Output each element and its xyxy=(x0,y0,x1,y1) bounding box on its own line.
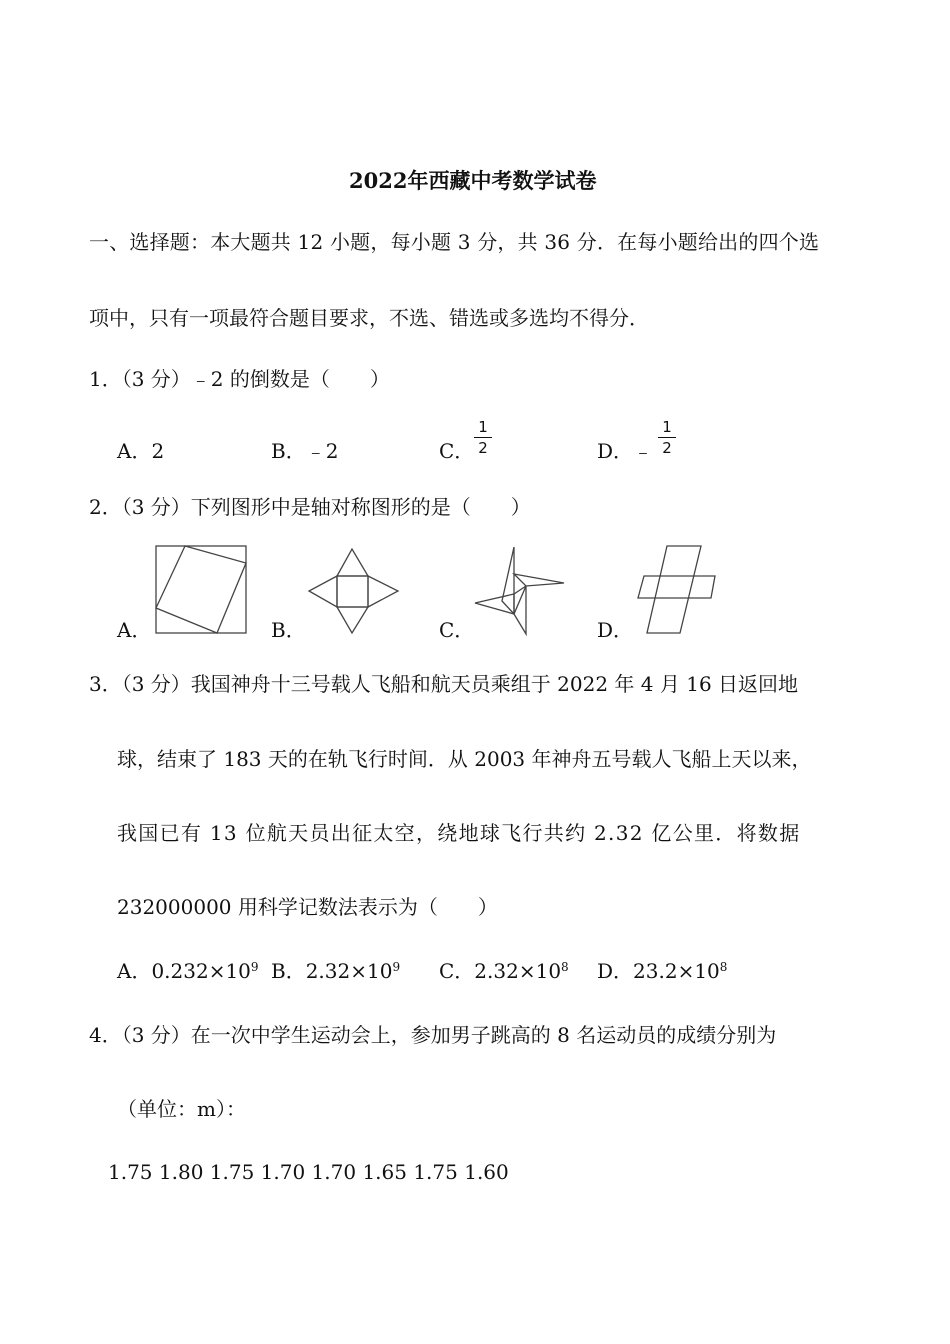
fraction-one-half-c xyxy=(474,420,492,456)
option-d-exponent: 8 xyxy=(719,960,728,974)
question-3-line-4: 232000000 用科学记数法表示为（ ） xyxy=(117,895,498,919)
question-1-option-a: A．2 xyxy=(117,439,165,463)
page-title: 2022年西藏中考数学试卷 xyxy=(349,168,597,193)
question-3-option-c xyxy=(439,961,569,981)
section-instructions-line-2: 项中，只有一项最符合题目要求，不选、错选或多选均不得分． xyxy=(89,306,649,330)
question-3-line-2: 球，结束了 183 天的在轨飞行时间．从 2003 年神舟五号载人飞船上天以来， xyxy=(117,747,812,771)
figure-parallelogram-cross xyxy=(637,545,717,635)
question-2-option-c: C． xyxy=(439,618,475,642)
figure-square-with-four-triangles xyxy=(308,546,400,636)
option-d-base: D．23.2×10 xyxy=(597,959,720,983)
question-4-data: 1.75 1.80 1.75 1.70 1.70 1.65 1.75 1.60 xyxy=(108,1160,509,1184)
question-1-option-c: C． xyxy=(439,439,475,463)
fraction-numerator: 1 xyxy=(662,418,672,436)
question-1-option-b: B．﹣2 xyxy=(271,439,339,463)
figure-windmill-shape xyxy=(474,546,566,636)
question-1-stem: 1．（3 分）﹣2 的倒数是（ ） xyxy=(89,367,390,391)
question-3-option-d xyxy=(597,961,727,981)
question-2-option-d: D． xyxy=(597,618,634,642)
option-a-exponent: 9 xyxy=(250,960,259,974)
question-2-stem: 2．（3 分）下列图形中是轴对称图形的是（ ） xyxy=(89,495,531,519)
fraction-bar xyxy=(658,437,676,438)
fraction-numerator: 1 xyxy=(478,418,488,436)
question-3-line-1: 3．（3 分）我国神舟十三号载人飞船和航天员乘组于 2022 年 4 月 16 日返回地 xyxy=(89,672,799,696)
option-b-exponent: 9 xyxy=(392,960,401,974)
fraction-denominator: 2 xyxy=(478,439,488,457)
section-instructions-line-1: 一、选择题：本大题共 12 小题，每小题 3 分，共 36 分．在每小题给出的四个选 xyxy=(89,230,820,254)
fraction-bar xyxy=(474,437,492,438)
fraction-one-half-d xyxy=(658,420,676,456)
question-3-option-a xyxy=(117,961,259,981)
question-4-line-2: （单位：m）： xyxy=(117,1097,246,1121)
option-b-base: B．2.32×10 xyxy=(271,959,393,983)
question-3-line-3: 我国已有 13 位航天员出征太空，绕地球飞行共约 2.32 亿公里．将数据 xyxy=(117,821,801,845)
figure-square-with-inscribed-square xyxy=(155,545,249,635)
option-a-base: A．0.232×10 xyxy=(117,959,251,983)
question-2-option-a: A． xyxy=(117,618,152,642)
option-c-base: C．2.32×10 xyxy=(439,959,562,983)
option-c-exponent: 8 xyxy=(561,960,569,974)
question-1-option-d: D．﹣ xyxy=(597,439,654,463)
question-2-option-b: B． xyxy=(271,618,306,642)
question-4-line-1: 4．（3 分）在一次中学生运动会上，参加男子跳高的 8 名运动员的成绩分别为 xyxy=(89,1023,777,1047)
question-3-option-b xyxy=(271,961,400,981)
fraction-denominator: 2 xyxy=(662,439,672,457)
